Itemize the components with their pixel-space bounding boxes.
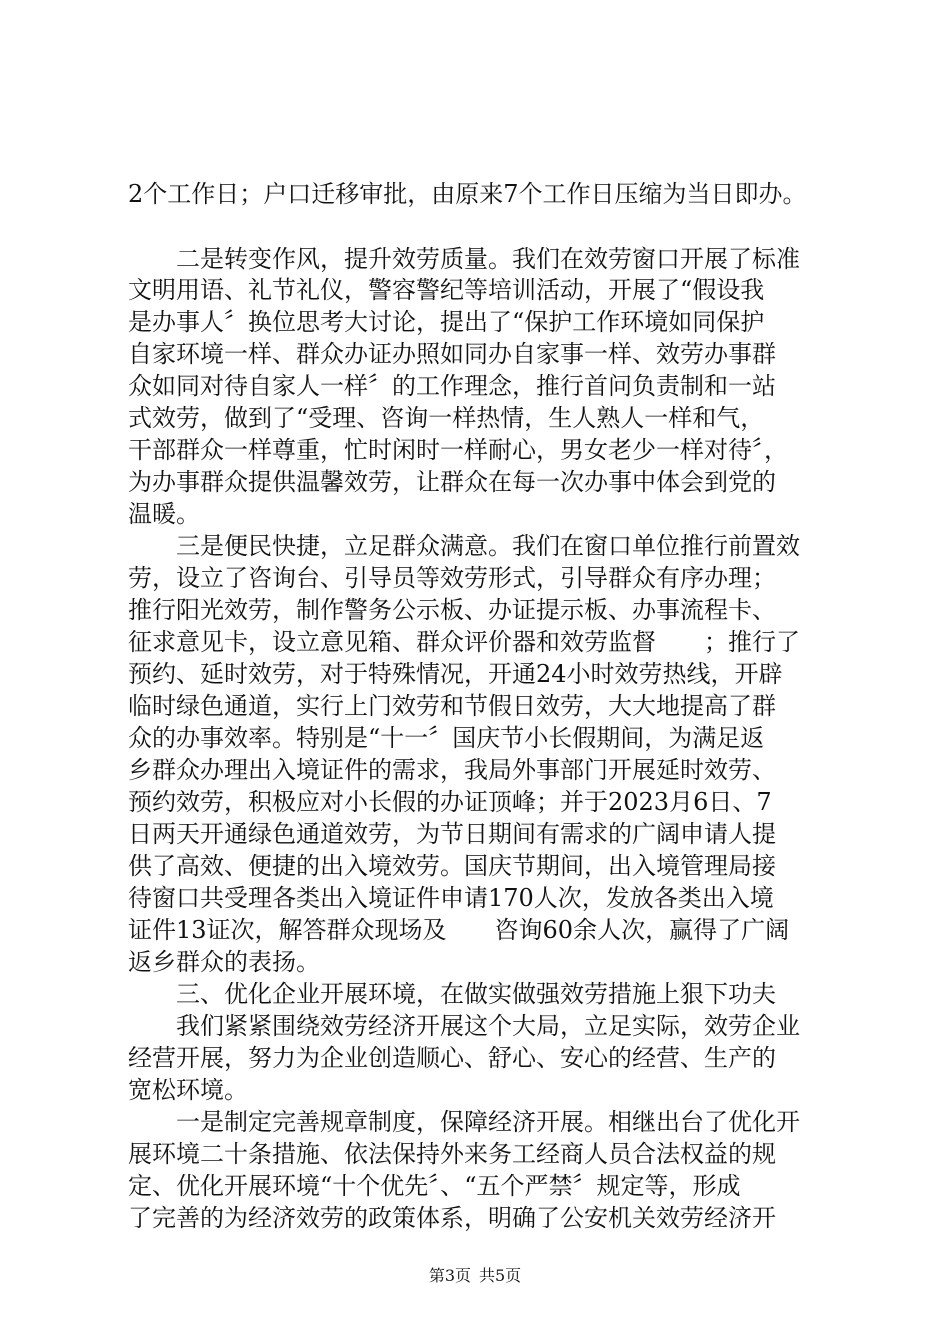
paragraph-first-line: 我们紧紧围绕效劳经济开展这个大局，立足实际，效劳企业	[176, 1012, 800, 1040]
text-line: 日两天开通绿色通道效劳，为节日期间有需求的广阔申请人提	[128, 820, 776, 848]
text-line: 劳，设立了咨询台、引导员等效劳形式，引导群众有序办理；	[128, 564, 776, 592]
text-line: 温暖。	[128, 500, 200, 528]
text-line: 2个工作日；户口迁移审批，由原来7个工作日压缩为当日即办。	[128, 180, 807, 208]
text-line: 式效劳，做到了“受理、咨询一样热情，生人熟人一样和气，	[128, 404, 765, 432]
text-line: 供了高效、便捷的出入境效劳。国庆节期间，出入境管理局接	[128, 852, 776, 880]
paragraph-first-line: 三是便民快捷，立足群众满意。我们在窗口单位推行前置效	[176, 532, 800, 560]
text-line: 定、优化开展环境“十个优先〞、“五个严禁〞规定等，形成	[128, 1172, 741, 1200]
section-heading: 三、优化企业开展环境，在做实做强效劳措施上狠下功夫	[176, 980, 776, 1008]
paragraph-first-line: 一是制定完善规章制度，保障经济开展。相继出台了优化开	[176, 1108, 800, 1136]
text-line: 了完善的为经济效劳的政策体系，明确了公安机关效劳经济开	[128, 1204, 776, 1232]
text-line: 推行阳光效劳，制作警务公示板、办证提示板、办事流程卡、	[128, 596, 776, 624]
text-line: 众如同对待自家人一样〞的工作理念，推行首问负责制和一站	[128, 372, 776, 400]
text-line: 返乡群众的表扬。	[128, 948, 320, 976]
text-line: 展环境二十条措施、依法保持外来务工经商人员合法权益的规	[128, 1140, 776, 1168]
text-line: 证件13证次，解答群众现场及 咨询60余人次，赢得了广阔	[128, 916, 790, 944]
text-line: 宽松环境。	[128, 1076, 248, 1104]
text-line: 预约效劳，积极应对小长假的办证顶峰；并于2023月6日、7	[128, 788, 772, 816]
page-number: 第3页	[428, 1266, 471, 1285]
text-line: 乡群众办理出入境证件的需求，我局外事部门开展延时效劳、	[128, 756, 776, 784]
text-line: 干部群众一样尊重，忙时闲时一样耐心，男女老少一样对待〞，	[128, 436, 788, 464]
text-line: 待窗口共受理各类出入境证件申请170人次，发放各类出入境	[128, 884, 774, 912]
paragraph-first-line: 二是转变作风，提升效劳质量。我们在效劳窗口开展了标准	[176, 245, 800, 273]
text-line: 经营开展，努力为企业创造顺心、舒心、安心的经营、生产的	[128, 1044, 776, 1072]
text-line: 为办事群众提供温馨效劳，让群众在每一次办事中体会到党的	[128, 468, 776, 496]
text-line: 征求意见卡，设立意见箱、群众评价器和效劳监督 ；推行了	[128, 628, 800, 656]
text-line: 众的办事效率。特别是“十一〞国庆节小长假期间，为满足返	[128, 724, 765, 752]
page-total: 共5页	[479, 1266, 522, 1285]
text-line: 文明用语、礼节礼仪，警容警纪等培训活动，开展了“假设我	[128, 276, 765, 304]
text-line: 预约、延时效劳，对于特殊情况，开通24小时效劳热线，开辟	[128, 660, 783, 688]
text-line: 自家环境一样、群众办证办照如同办自家事一样、效劳办事群	[128, 340, 776, 368]
page-footer	[0, 1266, 950, 1286]
text-line: 是办事人〞换位思考大讨论，提出了“保护工作环境如同保护	[128, 308, 765, 336]
text-line: 临时绿色通道，实行上门效劳和节假日效劳，大大地提高了群	[128, 692, 776, 720]
